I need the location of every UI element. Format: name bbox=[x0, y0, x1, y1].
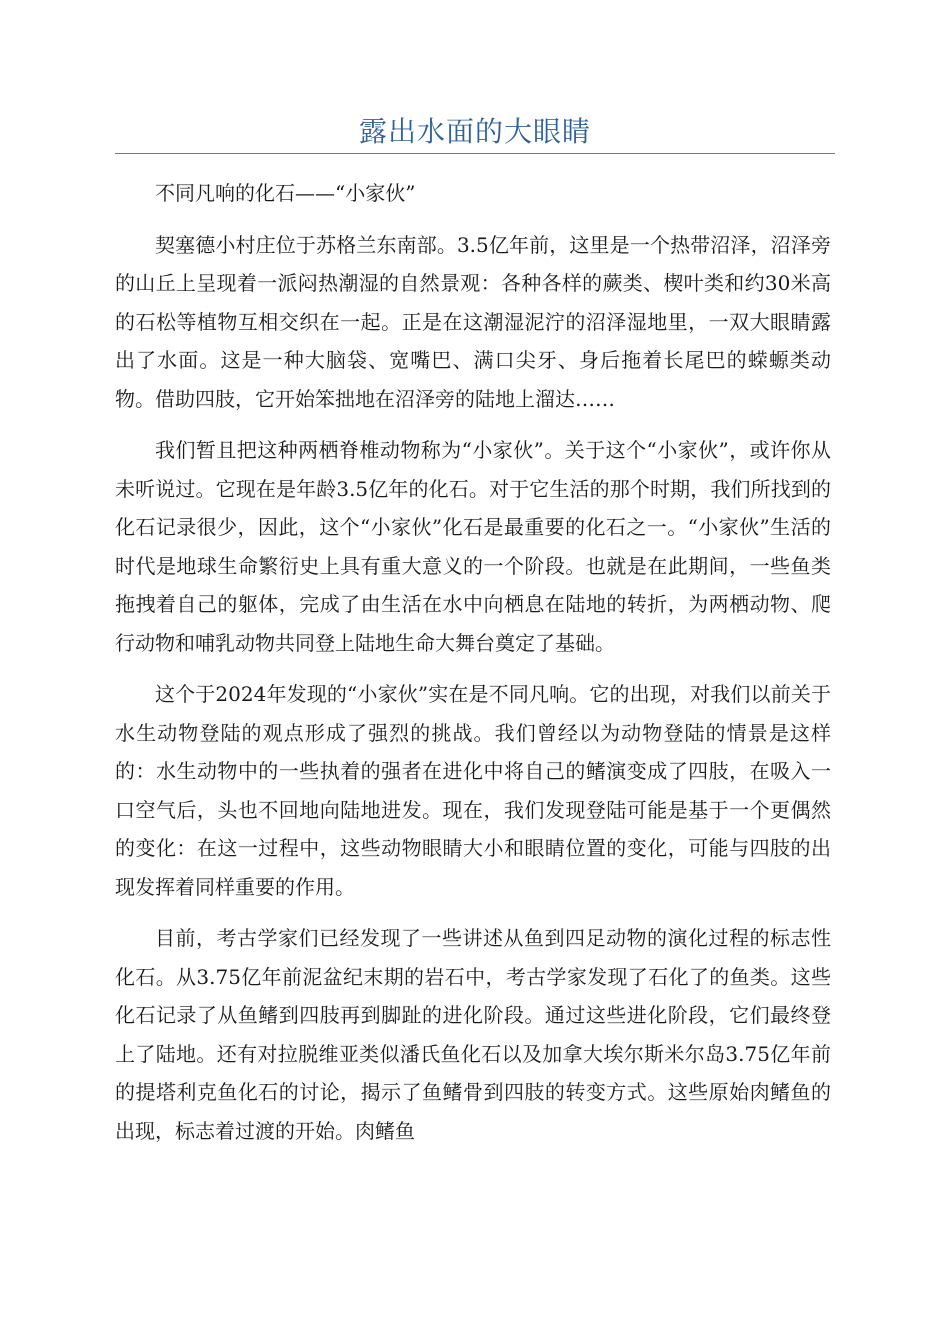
document-body bbox=[115, 174, 831, 1163]
paragraph: 目前，考古学家们已经发现了一些讲述从鱼到四足动物的演化过程的标志性化石。从3.75亿年前泥盆纪末期的岩石中，考古学家发现了石化了的鱼类。这些化石记录了从鱼鳍到四肢再到脚趾的进化阶段。通过这些进化阶段，它们最终登上了陆地。还有对拉脱维亚类似潘氏鱼化石以及加拿大埃尔斯米尔岛3.75亿年前的提塔利克鱼化石的讨论，揭示了鱼鳍骨到四肢的转变方式。这些原始肉鳍鱼的出现，标志着过渡的开始。肉鳍鱼 bbox=[115, 926, 831, 1143]
paragraph: 我们暂且把这种两栖脊椎动物称为“小家伙”。关于这个“小家伙”，或许你从未听说过。它现在是年龄3.5亿年的化石。对于它生活的那个时期，我们所找到的化石记录很少，因此，这个“小家伙”化石是最重要的化石之一。“小家伙”生活的时代是地球生命繁衍史上具有重大意义的一个阶段。也就是在此期间，一些鱼类拖拽着自己的躯体，完成了由生活在水中向栖息在陆地的转折，为两栖动物、爬行动物和哺乳动物共同登上陆地生命大舞台奠定了基础。 bbox=[115, 438, 831, 655]
document-title: 露出水面的大眼睛 bbox=[358, 115, 591, 148]
paragraph: 契塞德小村庄位于苏格兰东南部。3.5亿年前，这里是一个热带沼泽，沼泽旁的山丘上呈现着一派闷热潮湿的自然景观：各种各样的蕨类、楔叶类和约30米高的石松等植物互相交织在一起。正是在这潮湿泥泞的沼泽湿地里，一双大眼睛露出了水面。这是一种大脑袋、宽嘴巴、满口尖牙、身后拖着长尾巴的蝾螈类动物。借助四肢，它开始笨拙地在沼泽旁的陆地上溜达…… bbox=[115, 232, 831, 411]
section-heading: 不同凡响的化石——“小家伙” bbox=[155, 181, 416, 205]
title-underline bbox=[115, 153, 835, 154]
paragraph: 这个于2024年发现的“小家伙”实在是不同凡响。它的出现，对我们以前关于水生动物登陆的观点形成了强烈的挑战。我们曾经以为动物登陆的情景是这样的：水生动物中的一些执着的强者在进化中将自己的鳍演变成了四肢，在吸入一口空气后，头也不回地向陆地进发。现在，我们发现登陆可能是基于一个更偶然的变化：在这一过程中，这些动物眼睛大小和眼睛位置的变化，可能与四肢的出现发挥着同样重要的作用。 bbox=[115, 682, 831, 899]
